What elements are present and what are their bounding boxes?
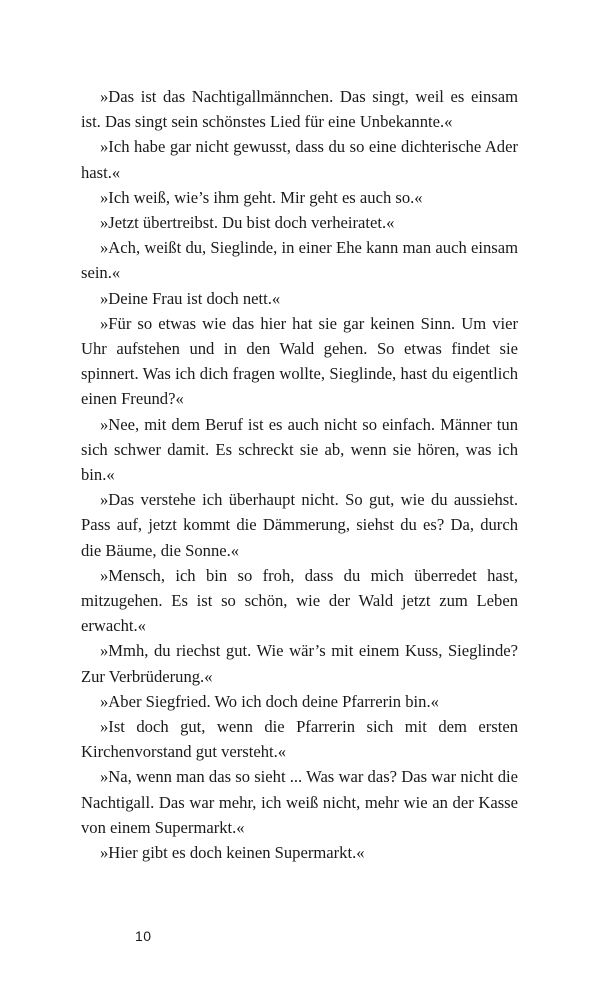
paragraph: »Das ist das Nachtigallmännchen. Das singt, weil es einsam ist. Das singt sein schönstes Lied für eine Unbekannte.« bbox=[81, 87, 518, 132]
paragraph: »Nee, mit dem Beruf ist es auch nicht so einfach. Männer tun sich schwer damit. Es schreckt sie ab, wenn sie hören, was ich bin.« bbox=[81, 414, 518, 485]
paragraph: »Mmh, du riechst gut. Wie wär’s mit einem Kuss, Sieglinde? Zur Verbrüderung.« bbox=[81, 641, 518, 686]
paragraph: »Für so etwas wie das hier hat sie gar keinen Sinn. Um vier Uhr aufstehen und in den Wald gehen. So etwas findet sie spinnert. Was ich dich fragen wollte, Sieglinde, hast du eigentlich einen Freund?« bbox=[81, 313, 518, 409]
paragraph: »Na, wenn man das so sieht ... Was war das? Das war nicht die Nachtigall. Das war mehr, ich weiß nicht, mehr wie an der Kasse von einem Supermarkt.« bbox=[81, 767, 518, 837]
paragraph: »Hier gibt es doch keinen Supermarkt.« bbox=[100, 843, 365, 863]
paragraph: »Ich habe gar nicht gewusst, dass du so eine dichterische Ader hast.« bbox=[81, 137, 518, 182]
paragraph: »Mensch, ich bin so froh, dass du mich überredet hast, mitzugehen. Es ist so schön, wie der Wald jetzt zum Leben erwacht.« bbox=[81, 565, 518, 636]
paragraph: »Ach, weißt du, Sieglinde, in einer Ehe kann man auch einsam sein.« bbox=[81, 238, 518, 283]
paragraph: »Aber Siegfried. Wo ich doch deine Pfarrerin bin.« bbox=[100, 691, 439, 711]
paragraph: »Jetzt übertreibst. Du bist doch verheiratet.« bbox=[100, 213, 395, 233]
paragraph: »Ist doch gut, wenn die Pfarrerin sich mit dem ersten Kirchenvorstand gut versteht.« bbox=[81, 717, 518, 762]
paragraph: »Deine Frau ist doch nett.« bbox=[100, 288, 281, 308]
page-number: 10 bbox=[135, 928, 152, 944]
book-page-text bbox=[81, 84, 518, 865]
paragraph: »Das verstehe ich überhaupt nicht. So gut, wie du aussiehst. Pass auf, jetzt kommt die Dämmerung, siehst du es? Da, durch die Bäume, die Sonne.« bbox=[81, 490, 518, 560]
paragraph: »Ich weiß, wie’s ihm geht. Mir geht es auch so.« bbox=[100, 187, 423, 207]
